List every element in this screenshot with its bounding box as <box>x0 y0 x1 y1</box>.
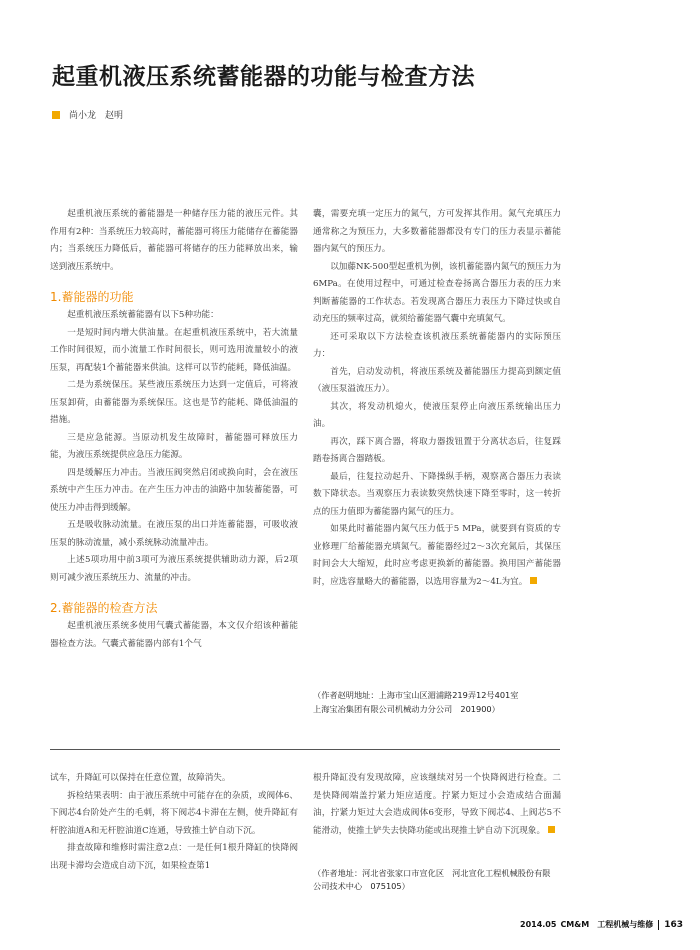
paragraph: 起重机液压系统多使用气囊式蓄能器，本文仅介绍该种蓄能器检查方法。气囊式蓄能器内部有1个气 <box>50 621 298 649</box>
paragraph-text: 根升降缸没有发现故障，应该继续对另一个快降阀进行检查。二是快降阀端盖拧紧力矩应适度。拧紧力矩过小会造成结合面漏油，拧紧力矩过大会造成阀体6变形，导致下阀芯4、上阀芯5不能滑动，使推土铲失去快降功能或出现推土铲自动下沉现象。 <box>313 773 561 836</box>
author-names: 尚小龙 赵明 <box>69 111 124 121</box>
author-address-2 <box>313 867 563 893</box>
paragraph: 再次，踩下离合器，将取力器拨钮置于分离状态后，往复踩踏卷扬离合器踏板。 <box>313 436 561 464</box>
paragraph: 起重机液压系统蓄能器有以下5种功能： <box>67 310 219 320</box>
author-address-line: （作者地址：河北省张家口市宣化区 河北宣化工程机械股份有限 <box>313 868 551 878</box>
paragraph: 最后，往复拉动起升、下降操纵手柄，观察离合器压力表读数下降状态。当观察压力表读数突然快速下降至零时，这一转折点的压力值即为蓄能器内氮气的压力。 <box>313 471 561 517</box>
article-divider <box>50 749 560 750</box>
paragraph: 囊，需要充填一定压力的氮气，方可发挥其作用。氮气充填压力通常称之为预压力，大多数蓄能器都没有专门的压力表显示蓄能器内氮气的预压力。 <box>313 209 561 254</box>
end-mark-icon <box>530 577 537 584</box>
page-footer <box>520 919 683 930</box>
paragraph: 首先，启动发动机，将液压系统及蓄能器压力提高到额定值（液压泵溢流压力）。 <box>313 366 561 394</box>
paragraph: 其次，将发动机熄火，使液压泵停止向液压系统输出压力油。 <box>313 401 561 429</box>
paragraph: 上述5项功用中前3项可为液压系统提供辅助动力源，后2项则可减少液压系统压力、流量的冲击。 <box>50 555 298 583</box>
column-4 <box>313 770 561 840</box>
section-heading: 2.蓄能器的检查方法 <box>50 601 158 615</box>
paragraph: 排查故障和维修时需注意2点：一是任何1根升降缸的快降阀出现卡滞均会造成自动下沉，如果检查第1 <box>50 843 298 871</box>
magazine-name: CM&M 工程机械与维修 <box>560 920 654 929</box>
author-address <box>313 688 563 716</box>
column-1 <box>50 206 298 653</box>
paragraph: 三是应急能源。当原动机发生故障时，蓄能器可释放压力能，为液压系统提供应急压力能源。 <box>50 432 298 460</box>
paragraph: 四是缓解压力冲击。当液压阀突然启闭或换向时，会在液压系统中产生压力冲击。在产生压力冲击的油路中加装蓄能器，可使压力冲击得到缓解。 <box>50 467 298 513</box>
end-mark-icon <box>548 826 555 833</box>
section-heading: 1.蓄能器的功能 <box>50 290 134 304</box>
paragraph: 二是为系统保压。某些液压系统压力达到一定值后，可将液压泵卸荷，由蓄能器为系统保压。这也是节约能耗、降低油温的措施。 <box>50 380 298 425</box>
paragraph: 一是短时间内增大供油量。在起重机液压系统中，若大流量工作时间很短，而小流量工作时间很长，则可选用流量较小的液压泵，再配装1个蓄能器来供油。这样可以节约能耗，降低油温。 <box>50 327 298 373</box>
paragraph: 拆检结果表明：由于液压系统中可能存在的杂质，或阀体6、下阀芯4台阶处产生的毛刺，将下阀芯4卡滞在左侧，使升降缸有杆腔油道A和无杆腔油道C连通，导致推土铲自动下沉。 <box>50 790 298 836</box>
column-3 <box>50 770 298 875</box>
author-address-line: 公司技术中心 075105） <box>313 881 410 891</box>
paragraph-with-end-mark <box>313 521 561 591</box>
paragraph-with-end-mark <box>313 770 561 840</box>
footer-separator <box>658 920 659 930</box>
article-title: 起重机液压系统蓄能器的功能与检查方法 <box>52 64 475 90</box>
paragraph: 还可采取以下方法检查该机液压系统蓄能器内的实际预压力： <box>313 331 561 359</box>
page-number: 163 <box>664 919 684 930</box>
square-bullet-icon <box>52 111 60 119</box>
author-address-line: （作者赵明地址：上海市宝山区湄浦路219弄12号401室 <box>313 690 519 700</box>
byline <box>52 108 123 121</box>
paragraph: 试车，升降缸可以保持在任意位置，故障消失。 <box>50 773 231 783</box>
column-2 <box>313 206 561 591</box>
paragraph: 起重机液压系统的蓄能器是一种储存压力能的液压元件。其作用有2种：当系统压力较高时，蓄能器可将压力能储存在蓄能器内；当系统压力降低后，蓄能器可将储存的压力能释放出来，输送到液压系统中。 <box>50 209 298 272</box>
paragraph: 五是吸收脉动流量。在液压泵的出口并连蓄能器，可吸收液压泵的脉动流量，减小系统脉动流量冲击。 <box>50 520 298 548</box>
paragraph-text: 如果此时蓄能器内氮气压力低于5 MPa，就要到有资质的专业修理厂给蓄能器充填氮气。蓄能器经过2～3次充氮后，其保压时间会大大缩短，此时应考虑更换新的蓄能器。换用国产蓄能器时，应选容量略大的蓄能器，以选用容量为2～4L为宜。 <box>313 524 561 587</box>
author-address-line: 上海宝冶集团有限公司机械动力分公司 201900） <box>313 704 500 714</box>
paragraph: 以加藤NK-500型起重机为例，该机蓄能器内氮气的预压力为6MPa。在使用过程中，可通过检查卷扬离合器压力表的压力来判断蓄能器的工作状态。若发现离合器压力表压力下降过快或自动充压的频率过高，就须给蓄能器气囊中充填氮气。 <box>313 261 561 324</box>
issue-date: 2014.05 <box>520 920 557 929</box>
